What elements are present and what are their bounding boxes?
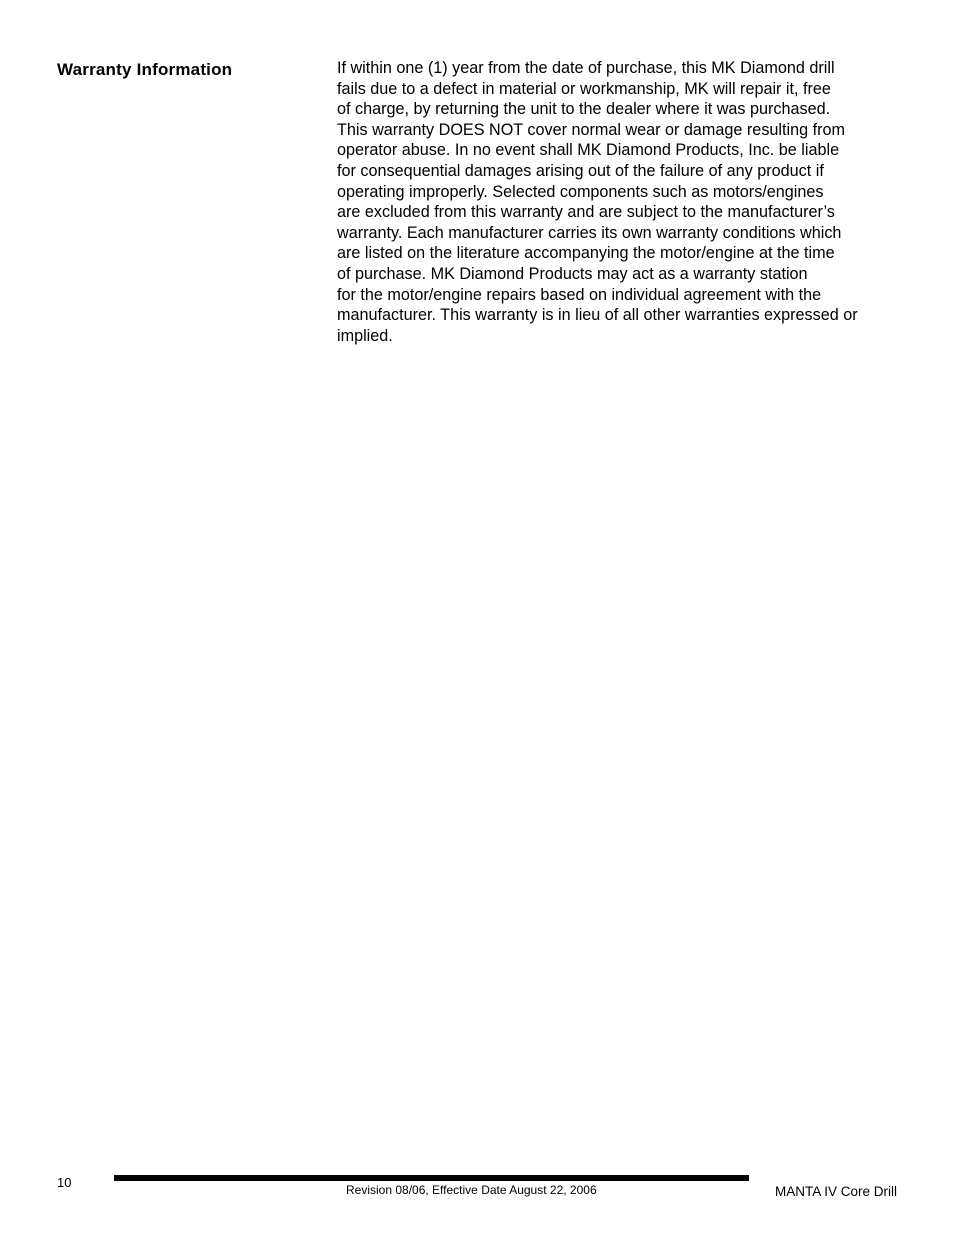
paragraph-line: for consequential damages arising out of the failure of any product if: [337, 161, 824, 180]
paragraph-line: operator abuse. In no event shall MK Diamond Products, Inc. be liable: [337, 141, 840, 160]
paragraph-line: manufacturer. This warranty is in lieu of all other warranties expressed or: [337, 306, 858, 325]
paragraph-line: implied.: [337, 326, 393, 345]
paragraph-line: for the motor/engine repairs based on individual agreement with the: [337, 285, 822, 304]
paragraph-line: operating improperly. Selected components such as motors/engines: [337, 182, 824, 201]
paragraph-line: of purchase. MK Diamond Products may act as a warranty station: [337, 264, 808, 283]
warranty-paragraph: [337, 58, 907, 346]
footer-rule: [114, 1175, 749, 1181]
paragraph-line: If within one (1) year from the date of purchase, this MK Diamond drill: [337, 59, 835, 77]
paragraph-line: are excluded from this warranty and are subject to the manufacturer’s: [337, 203, 835, 222]
paragraph-line: of charge, by returning the unit to the dealer where it was purchased.: [337, 100, 831, 119]
paragraph-line: warranty. Each manufacturer carries its own warranty conditions which: [337, 223, 842, 242]
paragraph-line: This warranty DOES NOT cover normal wear or damage resulting from: [337, 120, 845, 139]
revision-date: Revision 08/06, Effective Date August 22, 2006: [346, 1183, 597, 1197]
paragraph-line: fails due to a defect in material or workmanship, MK will repair it, free: [337, 79, 831, 98]
section-heading: Warranty Information: [57, 60, 233, 79]
paragraph-line: are listed on the literature accompanying the motor/engine at the time: [337, 244, 835, 263]
product-name: MANTA IV Core Drill: [774, 1184, 897, 1199]
page-number: 10: [57, 1175, 72, 1190]
